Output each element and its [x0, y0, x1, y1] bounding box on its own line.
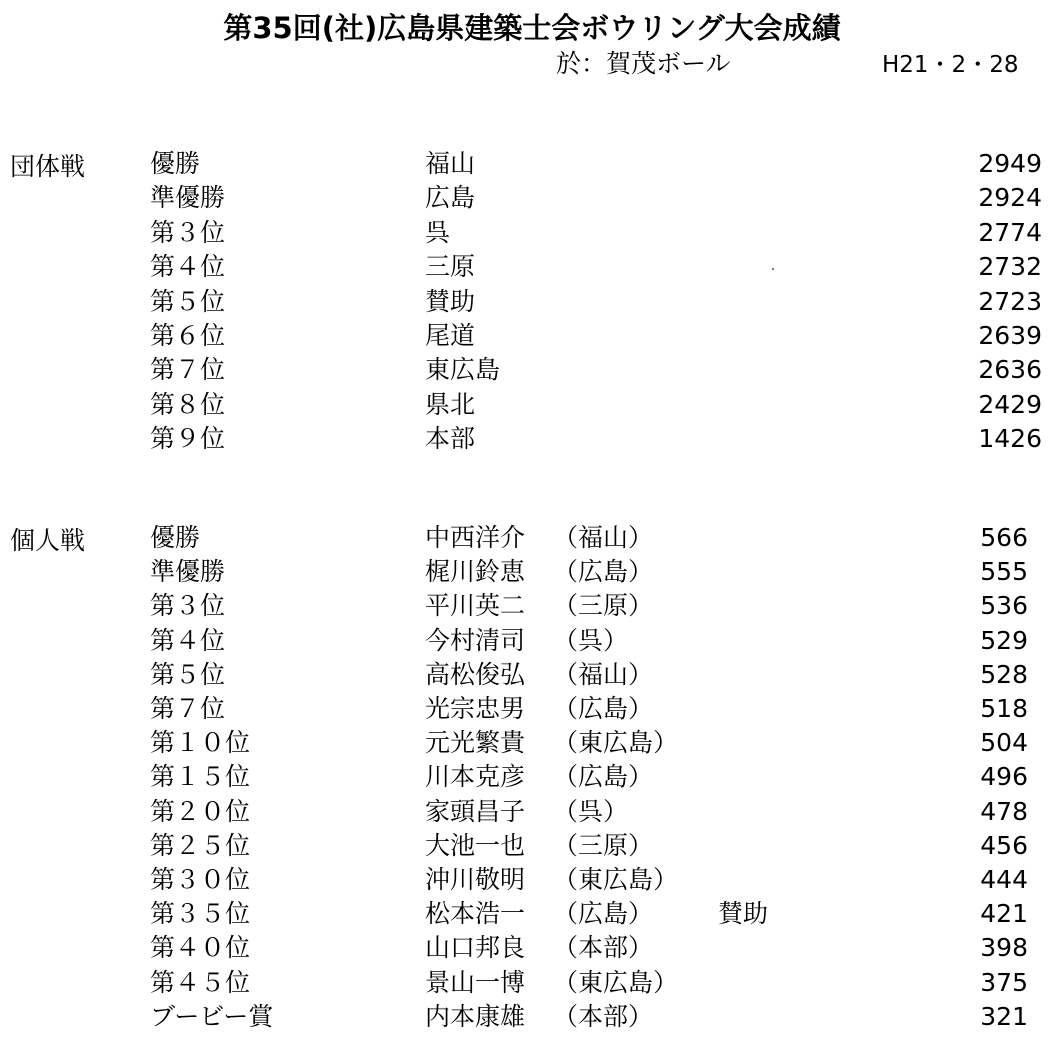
- individual-score: 478: [980, 796, 1028, 826]
- individual-score: 421: [980, 899, 1028, 929]
- individual-score: 536: [980, 591, 1028, 621]
- team-row: [0, 181, 1064, 215]
- individual-name: 今村清司: [425, 625, 526, 655]
- individual-branch: （本部）: [553, 933, 654, 963]
- team-rank: 第４位: [150, 252, 226, 282]
- individual-name: 川本克彦: [425, 762, 526, 792]
- individual-row: [0, 726, 1064, 760]
- individual-rank: 第５位: [150, 659, 226, 689]
- team-row: [0, 422, 1064, 456]
- team-rank: 第６位: [150, 321, 226, 350]
- individual-row: [0, 863, 1064, 897]
- team-rank: 第５位: [150, 286, 226, 316]
- individual-row: [0, 795, 1064, 829]
- team-score: 2639: [978, 321, 1042, 350]
- team-score: 2774: [978, 217, 1042, 247]
- team-name: 県北: [425, 389, 476, 419]
- individual-row: [0, 829, 1064, 863]
- individual-name: 内本康雄: [425, 1001, 526, 1031]
- individual-rank: 第１０位: [150, 728, 251, 758]
- individual-branch: （広島）: [553, 899, 654, 929]
- individual-rank: 第４位: [150, 625, 226, 655]
- team-rank: 準優勝: [150, 183, 226, 213]
- team-row: [0, 285, 1064, 319]
- individual-rank: 第２０位: [150, 796, 251, 826]
- individual-branch: （呉）: [553, 625, 629, 655]
- individual-score: 444: [980, 865, 1028, 894]
- team-rank: 優勝: [150, 149, 201, 178]
- team-row: [0, 147, 1064, 181]
- team-rank: 第３位: [150, 217, 226, 247]
- team-name: 広島: [425, 183, 476, 213]
- individual-row: [0, 897, 1064, 931]
- individual-rank: 第３位: [150, 591, 226, 621]
- individual-branch: （広島）: [553, 762, 654, 792]
- individual-name: 大池一也: [425, 830, 526, 860]
- team-name: 尾道: [425, 321, 476, 350]
- individual-branch: （福山）: [553, 659, 654, 689]
- individual-row: [0, 1000, 1064, 1034]
- team-row: [0, 319, 1064, 353]
- individual-name: 梶川鈴恵: [425, 557, 526, 587]
- team-section-label: 団体戦: [10, 152, 86, 181]
- team-name: 呉: [425, 217, 451, 247]
- individual-branch: （東広島）: [553, 865, 679, 894]
- individual-branch: （東広島）: [553, 967, 679, 997]
- individual-branch: （三原）: [553, 830, 654, 860]
- individual-name: 山口邦良: [425, 933, 526, 963]
- individual-score: 566: [980, 523, 1028, 552]
- venue-text: 於：賀茂ボール: [556, 49, 731, 78]
- team-name: 東広島: [425, 355, 501, 385]
- individual-rank: 優勝: [150, 523, 201, 552]
- individual-section-label: 個人戦: [10, 526, 86, 555]
- date-text: H21・2・28: [882, 52, 1019, 78]
- team-score: 2429: [978, 389, 1042, 419]
- individual-name: 中西洋介: [425, 523, 526, 552]
- individual-row: [0, 760, 1064, 794]
- individual-score: 456: [980, 830, 1028, 860]
- team-score: 2924: [978, 183, 1042, 213]
- individual-rank: 準優勝: [150, 557, 226, 587]
- individual-row: [0, 589, 1064, 623]
- individual-name: 高松俊弘: [425, 659, 526, 689]
- team-row: [0, 353, 1064, 387]
- individual-name: 景山一博: [425, 967, 526, 997]
- individual-branch: （福山）: [553, 523, 654, 552]
- individual-score: 375: [980, 967, 1028, 997]
- team-rank: 第７位: [150, 355, 226, 385]
- individual-row: [0, 931, 1064, 965]
- team-score: 1426: [978, 424, 1042, 454]
- individual-name: 光宗忠男: [425, 694, 526, 723]
- individual-score: 528: [980, 659, 1028, 689]
- individual-name: 松本浩一: [425, 899, 526, 929]
- individual-rank: 第３０位: [150, 865, 251, 894]
- individual-score: 518: [980, 694, 1028, 723]
- team-score: 2949: [978, 149, 1042, 178]
- individual-branch: （東広島）: [553, 728, 679, 758]
- individual-note: 賛助: [718, 899, 769, 929]
- team-score: 2636: [978, 355, 1042, 385]
- team-rank: 第９位: [150, 424, 226, 454]
- page-title: 第35回(社)広島県建築士会ボウリング大会成績: [223, 11, 841, 45]
- team-row: [0, 216, 1064, 250]
- individual-row: [0, 555, 1064, 589]
- individual-row: [0, 624, 1064, 658]
- individual-branch: （広島）: [553, 557, 654, 587]
- team-row: [0, 388, 1064, 422]
- individual-score: 529: [980, 625, 1028, 655]
- individual-row: [0, 521, 1064, 555]
- team-name: 三原: [425, 252, 476, 282]
- individual-rank: 第３５位: [150, 899, 251, 929]
- team-name: 本部: [425, 424, 476, 454]
- individual-name: 沖川敬明: [425, 865, 526, 894]
- individual-rank: 第４５位: [150, 967, 251, 997]
- individual-branch: （本部）: [553, 1001, 654, 1031]
- individual-score: 504: [980, 728, 1028, 758]
- team-score: 2723: [978, 286, 1042, 316]
- individual-name: 平川英二: [425, 591, 526, 621]
- individual-score: 496: [980, 762, 1028, 792]
- individual-rank: ブービー賞: [150, 1001, 274, 1031]
- team-name: 賛助: [425, 286, 476, 316]
- individual-branch: （広島）: [553, 694, 654, 723]
- individual-name: 元光繁貴: [425, 728, 526, 758]
- individual-rank: 第７位: [150, 694, 226, 723]
- individual-name: 家頭昌子: [425, 796, 526, 826]
- individual-row: [0, 966, 1064, 1000]
- team-score: 2732: [978, 252, 1042, 282]
- individual-branch: （三原）: [553, 591, 654, 621]
- team-row: [0, 250, 1064, 284]
- individual-rank: 第４０位: [150, 933, 251, 963]
- team-name: 福山: [425, 149, 476, 178]
- individual-score: 321: [980, 1001, 1028, 1031]
- individual-row: [0, 692, 1064, 726]
- individual-score: 398: [980, 933, 1028, 963]
- team-rank: 第８位: [150, 389, 226, 419]
- individual-row: [0, 658, 1064, 692]
- individual-branch: （呉）: [553, 796, 629, 826]
- individual-score: 555: [980, 557, 1028, 587]
- individual-rank: 第２５位: [150, 830, 251, 860]
- individual-rank: 第１５位: [150, 762, 251, 792]
